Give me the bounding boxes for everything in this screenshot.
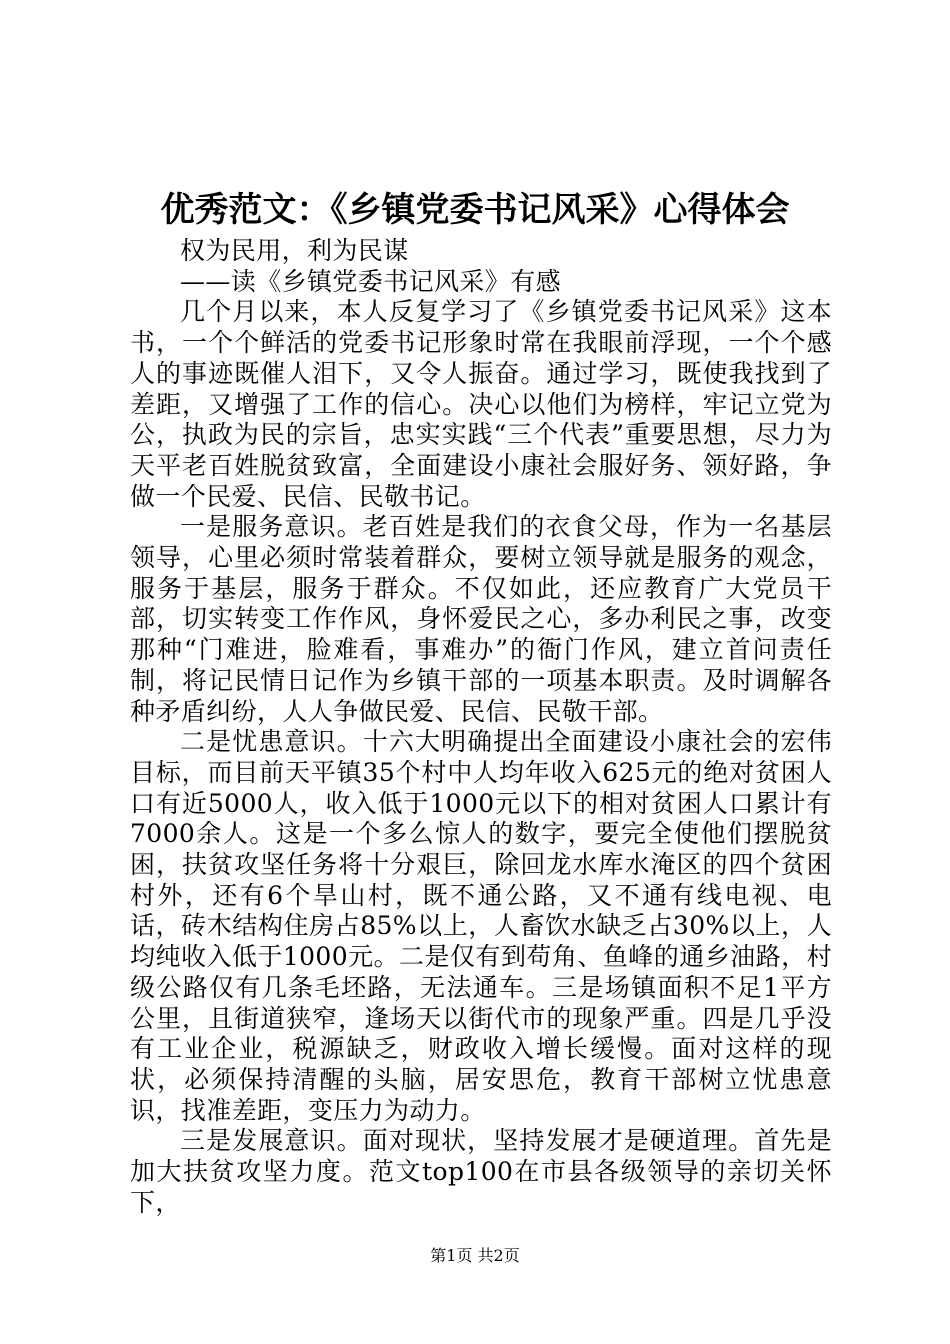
paragraph-concern: 二是忧患意识。十六大明确提出全面建设小康社会的宏伟目标，而目前天平镇35个村中人均年收入625元的绝对贫困人口有近5000人，收入低于1000元以下的相对贫困人口累计有7000余人。这是一个多么惊人的数字，要完全使他们摆脱贫困，扶贫攻坚任务将十分艰巨，除回龙水库水淹区的四个贫困村外，还有6个旱山村，既不通公路，又不通有线电视、电话，砖木结构住房占85%以上，人畜饮水缺乏占30%以上，人均纯收入低于1000元。二是仅有到苟角、鱼峰的通乡油路，村级公路仅有几条毛坯路，无法通车。三是场镇面积不足1平方公里，且街道狭窄，逢场天以街代市的现象严重。四是几乎没有工业企业，税源缺乏，财政收入增长缓慢。面对这样的现状，必须保持清醒的头脑，居安思危，教育干部树立忧患意识，找准差距，变压力为动力。	[130, 727, 832, 1125]
subtitle: 权为民用，利为民谋	[180, 236, 409, 265]
page-title: 优秀范文：《乡镇党委书记风采》心得体会	[160, 190, 790, 230]
document-body	[130, 236, 832, 1219]
subtitle-source: ——读《乡镇党委书记风采》有感	[180, 266, 562, 296]
page-footer: 第1页 共2页	[430, 1246, 520, 1265]
paragraph-service: 一是服务意识。老百姓是我们的衣食父母，作为一名基层领导，心里必须时常装着群众，要树立领导就是服务的观念，服务于基层，服务于群众。不仅如此，还应教育广大党员干部，切实转变工作作风，身怀爱民之心，多办利民之事，改变那种“门难进，脸难看，事难办”的衙门作风，建立首问责任制，将记民情日记作为乡镇干部的一项基本职责。及时调解各种矛盾纠纷，人人争做民爱、民信、民敬干部。	[130, 512, 832, 726]
paragraph-development: 三是发展意识。面对现状，坚持发展才是硬道理。首先是加大扶贫攻坚力度。范文top100在市县各级领导的亲切关怀下，	[130, 1126, 832, 1217]
paragraph-intro: 几个月以来，本人反复学习了《乡镇党委书记风采》这本书，一个个鲜活的党委书记形象时常在我眼前浮现，一个个感人的事迹既催人泪下，又令人振奋。通过学习，既使我找到了差距，又增强了工作的信心。决心以他们为榜样，牢记立党为公，执政为民的宗旨，忠实实践“三个代表”重要思想，尽力为天平老百姓脱贫致富，全面建设小康社会服好务、领好路，争做一个民爱、民信、民敬书记。	[130, 297, 832, 511]
